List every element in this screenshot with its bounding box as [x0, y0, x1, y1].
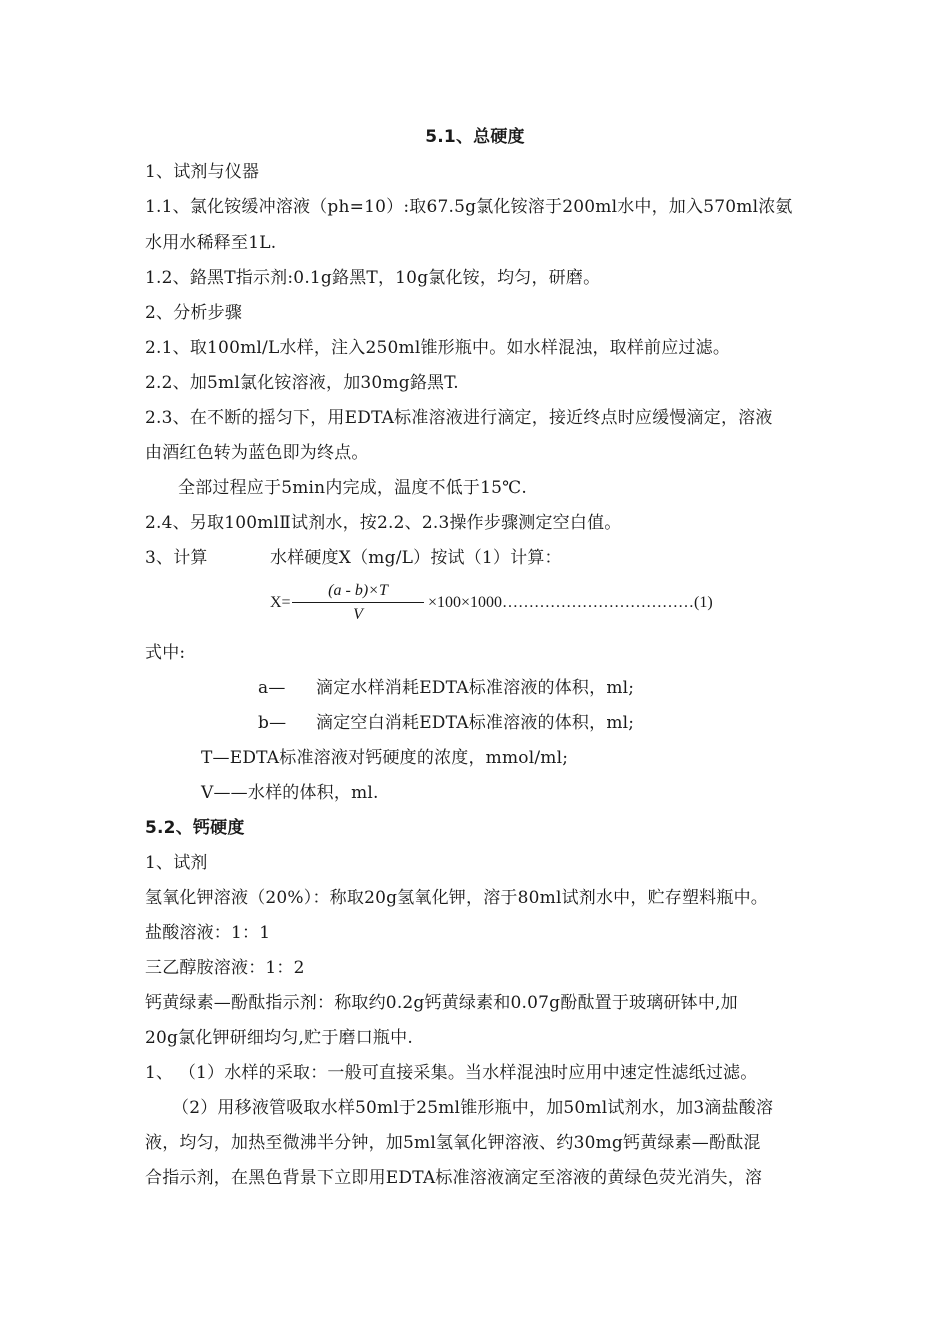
legend-symbol-a: a—	[258, 678, 286, 698]
paragraph-line: 三乙醇胺溶液：1：2	[145, 958, 305, 978]
heading-analysis-steps: 2、分析步骤	[145, 303, 243, 323]
legend-desc-b: 滴定空白消耗EDTA标准溶液的体积，ml;	[316, 713, 635, 733]
paragraph-line: 2.3、在不断的摇匀下，用EDTA标准溶液进行滴定，接近终点时应缓慢滴定，溶液	[145, 408, 773, 428]
formula-denominator: V	[353, 606, 363, 623]
paragraph-line: （2）用移液管吸取水样50ml于25ml锥形瓶中，加50ml试剂水，加3滴盐酸溶	[172, 1098, 774, 1118]
formula-numerator: (a - b)×T	[328, 582, 388, 599]
legend-symbol-b: b—	[258, 713, 287, 733]
calculation-intro: 水样硬度X（mg/L）按试（1）计算：	[270, 548, 562, 568]
paragraph-line: 全部过程应于5min内完成，温度不低于15℃.	[178, 478, 527, 498]
paragraph-line: 1.1、氯化铵缓冲溶液（ph=10）:取67.5g氯化铵溶于200ml水中，加入570ml浓氨	[145, 197, 793, 217]
paragraph-line: 液，均匀，加热至微沸半分钟，加5ml氢氧化钾溶液、约30mg钙黄绿素—酚酞混	[145, 1133, 761, 1153]
paragraph-line: 1.2、鉻黑T指示剂:0.1g鉻黑T，10g氯化铵，均匀，研磨。	[145, 268, 601, 288]
paragraph-line: 氢氧化钾溶液（20%）：称取20g氢氧化钾，溶于80ml试剂水中，贮存塑料瓶中。	[145, 888, 768, 908]
paragraph-line: 盐酸溶液：1：1	[145, 923, 271, 943]
paragraph-line: 由酒红色转为蓝色即为终点。	[145, 443, 369, 463]
section-title-calcium-hardness: 5.2、钙硬度	[145, 818, 245, 838]
paragraph-line: 2.1、取100ml/L水样，注入250ml锥形瓶中。如水样混浊，取样前应过滤。	[145, 338, 731, 358]
section-title-total-hardness: 5.1、总硬度	[425, 127, 525, 147]
formula-fraction	[292, 580, 424, 627]
formula-rhs: ×100×1000………………………………(1)	[428, 594, 713, 611]
legend-v: V——水样的体积，ml.	[201, 783, 379, 803]
paragraph-line: 合指示剂，在黑色背景下立即用EDTA标准溶液滴定至溶液的黄绿色荧光消失，溶	[145, 1168, 763, 1188]
paragraph-line: 水用水稀释至1L.	[145, 233, 277, 253]
paragraph-line: 2.4、另取100mlⅡ试剂水，按2.2、2.3操作步骤测定空白值。	[145, 513, 622, 533]
paragraph-line: 1、 （1）水样的采取：一般可直接采集。当水样混浊时应用中速定性滤纸过滤。	[145, 1063, 758, 1083]
paragraph-line: 20g氯化钾研细均匀,贮于磨口瓶中.	[145, 1028, 413, 1048]
heading-calculation: 3、计算	[145, 548, 208, 568]
heading-reagents-instruments: 1、试剂与仪器	[145, 162, 260, 182]
legend-t: T—EDTA标准溶液对钙硬度的浓度，mmol/ml;	[201, 748, 569, 768]
paragraph-line: 2.2、加5ml氯化铵溶液，加30mg鉻黑T.	[145, 373, 459, 393]
legend-heading: 式中:	[145, 643, 186, 663]
paragraph-line: 钙黄绿素—酚酞指示剂：称取约0.2g钙黄绿素和0.07g酚酞置于玻璃研钵中,加	[145, 993, 738, 1013]
formula-lhs: X=	[270, 594, 291, 611]
legend-desc-a: 滴定水样消耗EDTA标准溶液的体积，ml;	[316, 678, 635, 698]
heading-reagents: 1、试剂	[145, 853, 208, 873]
